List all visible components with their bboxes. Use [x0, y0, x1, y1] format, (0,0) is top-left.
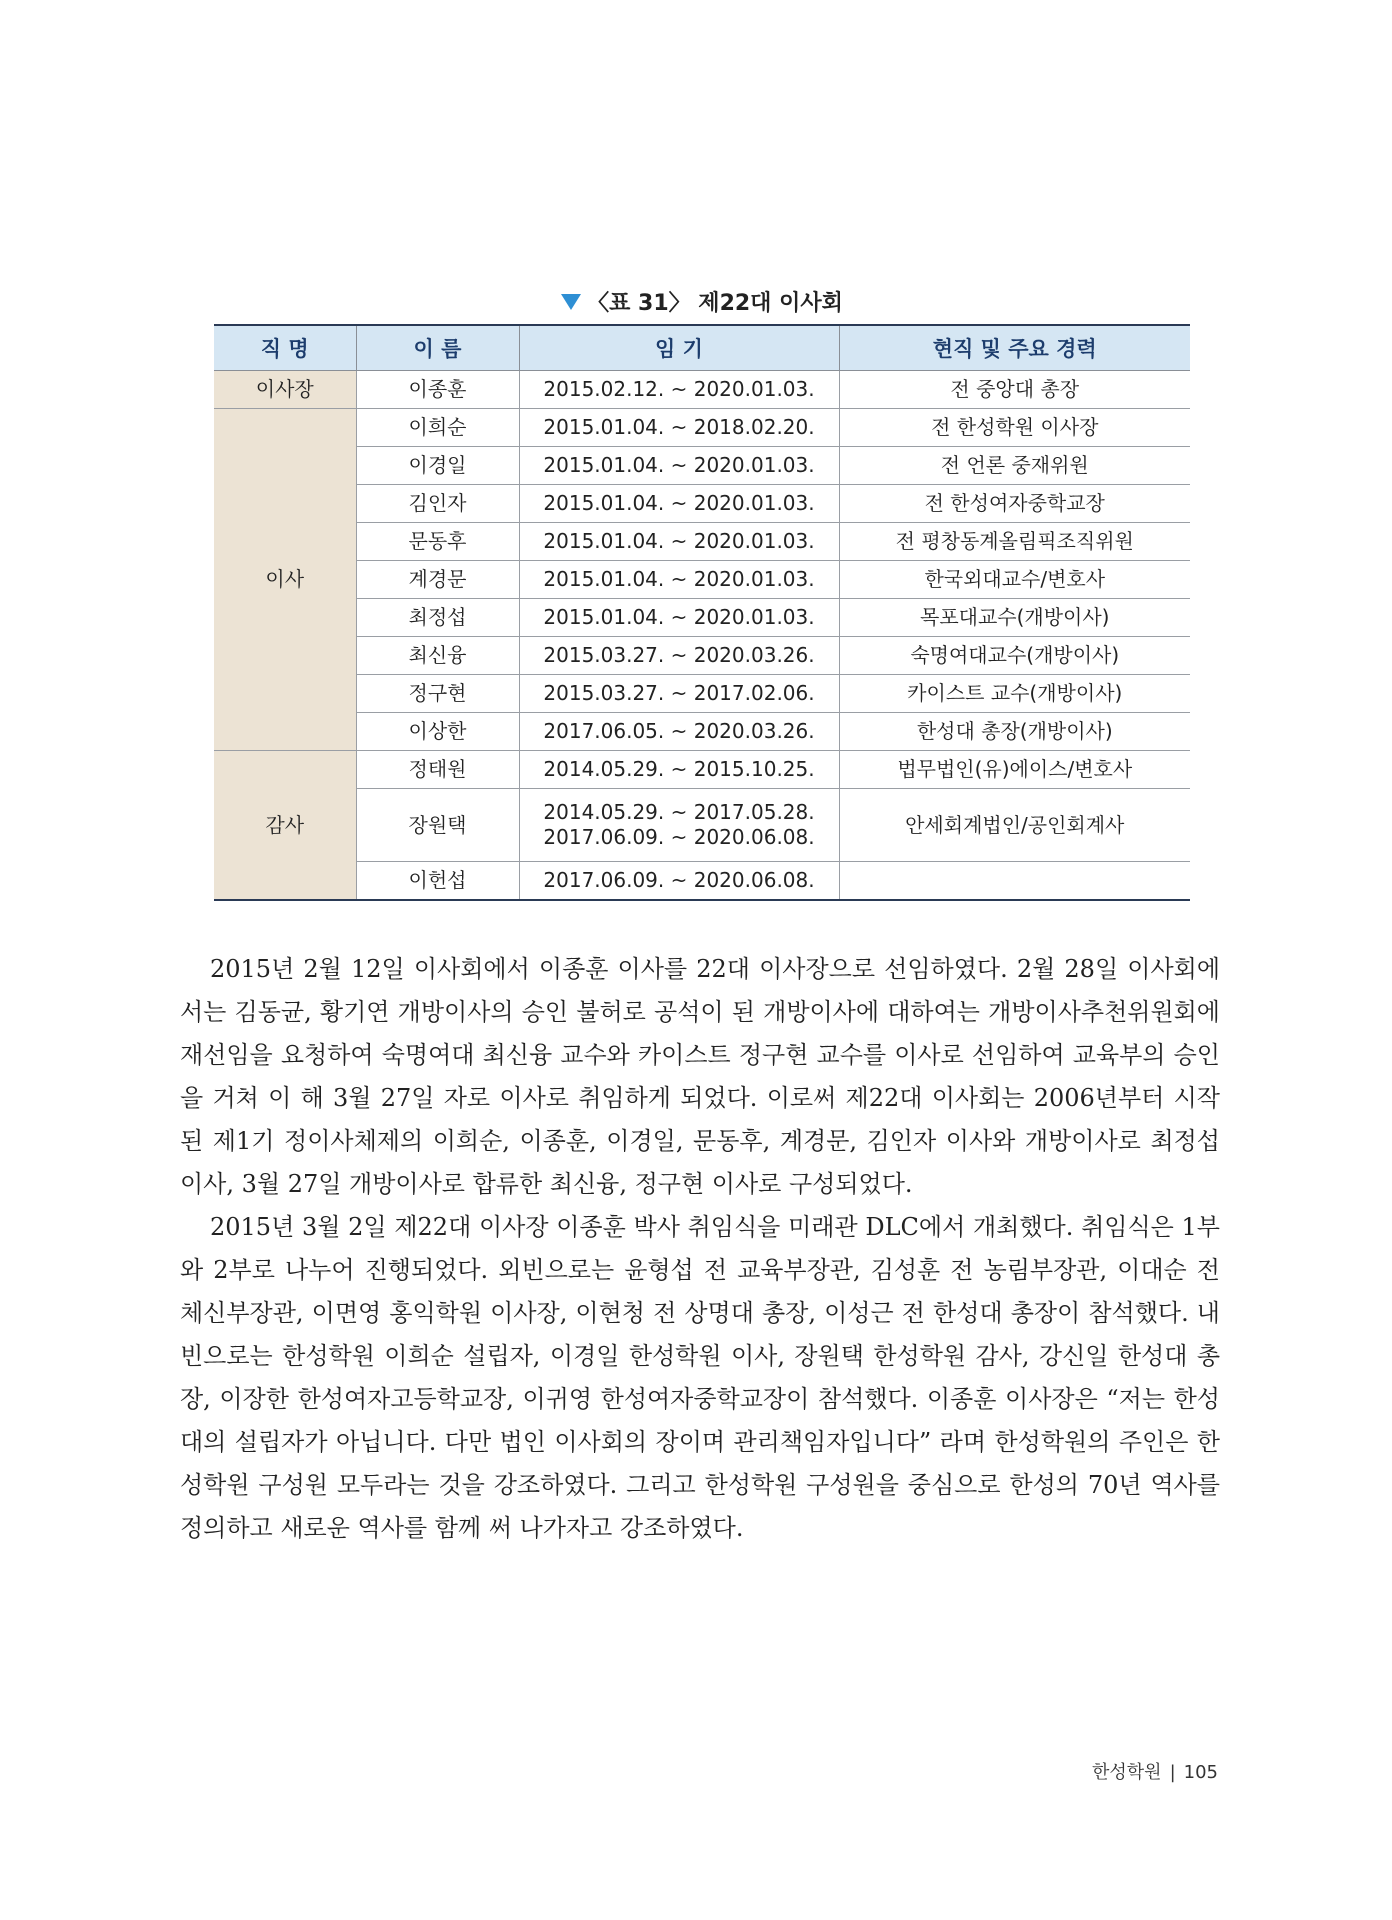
- table-row: [214, 409, 1190, 447]
- name-cell: 최정섭: [356, 599, 519, 637]
- body-text: [180, 948, 1220, 1550]
- header-position: 직 명: [214, 325, 356, 371]
- table-header-row: [214, 325, 1190, 371]
- term-cell: 2015.01.04. ~ 2020.01.03.: [519, 599, 839, 637]
- career-cell: 목포대교수(개방이사): [839, 599, 1190, 637]
- name-cell: 문동후: [356, 523, 519, 561]
- term-cell: 2015.01.04. ~ 2020.01.03.: [519, 447, 839, 485]
- header-career: 현직 및 주요 경력: [839, 325, 1190, 371]
- term-cell: 2015.01.04. ~ 2020.01.03.: [519, 561, 839, 599]
- table-row: [214, 862, 1190, 901]
- header-name: 이 름: [356, 325, 519, 371]
- term-line: 2017.06.09. ~ 2020.06.08.: [543, 825, 815, 849]
- term-cell: 2015.03.27. ~ 2020.03.26.: [519, 637, 839, 675]
- table-caption-title: 〈표 31〉 제22대 이사회: [587, 291, 843, 316]
- career-cell: 한국외대교수/변호사: [839, 561, 1190, 599]
- table-row: [214, 751, 1190, 789]
- term-cell: [519, 789, 839, 862]
- role-cell-auditor: 감사: [214, 751, 356, 901]
- table-row: [214, 675, 1190, 713]
- table-row: [214, 713, 1190, 751]
- term-cell: 2015.02.12. ~ 2020.01.03.: [519, 371, 839, 409]
- career-cell: 전 한성학원 이사장: [839, 409, 1190, 447]
- career-cell: 한성대 총장(개방이사): [839, 713, 1190, 751]
- career-cell: 전 한성여자중학교장: [839, 485, 1190, 523]
- table-row: [214, 523, 1190, 561]
- table-caption: [214, 286, 1190, 317]
- role-cell-director: 이사: [214, 409, 356, 751]
- role-cell-chair: 이사장: [214, 371, 356, 409]
- name-cell: 정구현: [356, 675, 519, 713]
- name-cell: 장원택: [356, 789, 519, 862]
- career-cell: [839, 862, 1190, 901]
- name-cell: 이희순: [356, 409, 519, 447]
- name-cell: 최신융: [356, 637, 519, 675]
- name-cell: 이헌섭: [356, 862, 519, 901]
- table-row: [214, 485, 1190, 523]
- paragraph: 2015년 2월 12일 이사회에서 이종훈 이사를 22대 이사장으로 선임하였다. 2월 28일 이사회에서는 김동균, 황기연 개방이사의 승인 불허로 공석이 된 개방이사에 대하여는 개방이사추천위원회에 재선임을 요청하여 숙명여대 최신융 교수와 카이스트 정구현 교수를 이사로 선임하여 교육부의 승인을 거쳐 이 해 3월 27일 자로 이사로 취임하게 되었다. 이로써 제22대 이사회는 2006년부터 시작된 제1기 정이사체제의 이희순, 이종훈, 이경일, 문동후, 계경문, 김인자 이사와 개방이사로 최정섭 이사, 3월 27일 개방이사로 합류한 최신융, 정구현 이사로 구성되었다.: [180, 955, 1220, 1198]
- triangle-down-icon: [561, 294, 581, 310]
- name-cell: 이상한: [356, 713, 519, 751]
- table-row: [214, 789, 1190, 862]
- table-row: [214, 599, 1190, 637]
- career-cell: 전 평창동계올림픽조직위원: [839, 523, 1190, 561]
- table-row: [214, 637, 1190, 675]
- footer-separator: |: [1169, 1762, 1176, 1783]
- career-cell: 전 언론 중재위원: [839, 447, 1190, 485]
- term-cell: 2017.06.05. ~ 2020.03.26.: [519, 713, 839, 751]
- table-row: [214, 561, 1190, 599]
- table-row: [214, 371, 1190, 409]
- term-cell: 2015.01.04. ~ 2018.02.20.: [519, 409, 839, 447]
- header-term: 임 기: [519, 325, 839, 371]
- career-cell: 카이스트 교수(개방이사): [839, 675, 1190, 713]
- board-members-table: [214, 324, 1190, 901]
- term-cell: 2015.01.04. ~ 2020.01.03.: [519, 523, 839, 561]
- term-cell: 2015.03.27. ~ 2017.02.06.: [519, 675, 839, 713]
- page-number: 105: [1183, 1762, 1218, 1783]
- publication-name: 한성학원: [1092, 1762, 1162, 1783]
- career-cell: 법무법인(유)에이스/변호사: [839, 751, 1190, 789]
- career-cell: 숙명여대교수(개방이사): [839, 637, 1190, 675]
- paragraph: 2015년 3월 2일 제22대 이사장 이종훈 박사 취임식을 미래관 DLC에서 개최했다. 취임식은 1부와 2부로 나누어 진행되었다. 외빈으로는 윤형섭 전 교육부장관, 김성훈 전 농림부장관, 이대순 전 체신부장관, 이면영 홍익학원 이사장, 이현청 전 상명대 총장, 이성근 전 한성대 총장이 참석했다. 내빈으로는 한성학원 이희순 설립자, 이경일 한성학원 이사, 장원택 한성학원 감사, 강신일 한성대 총장, 이장한 한성여자고등학교장, 이귀영 한성여자중학교장이 참석했다. 이종훈 이사장은 “저는 한성대의 설립자가 아닙니다. 다만 법인 이사회의 장이며 관리책임자입니다” 라며 한성학원의 주인은 한성학원 구성원 모두라는 것을 강조하였다. 그리고 한성학원 구성원을 중심으로 한성의 70년 역사를 정의하고 새로운 역사를 함께 써 나가자고 강조하였다.: [180, 1213, 1220, 1542]
- term-cell: 2014.05.29. ~ 2015.10.25.: [519, 751, 839, 789]
- name-cell: 이종훈: [356, 371, 519, 409]
- career-cell: 안세회계법인/공인회계사: [839, 789, 1190, 862]
- career-cell: 전 중앙대 총장: [839, 371, 1190, 409]
- term-cell: 2017.06.09. ~ 2020.06.08.: [519, 862, 839, 901]
- term-line: 2014.05.29. ~ 2017.05.28.: [543, 800, 815, 824]
- name-cell: 정태원: [356, 751, 519, 789]
- name-cell: 계경문: [356, 561, 519, 599]
- page-footer: [1092, 1758, 1218, 1784]
- term-cell: 2015.01.04. ~ 2020.01.03.: [519, 485, 839, 523]
- name-cell: 이경일: [356, 447, 519, 485]
- name-cell: 김인자: [356, 485, 519, 523]
- table-row: [214, 447, 1190, 485]
